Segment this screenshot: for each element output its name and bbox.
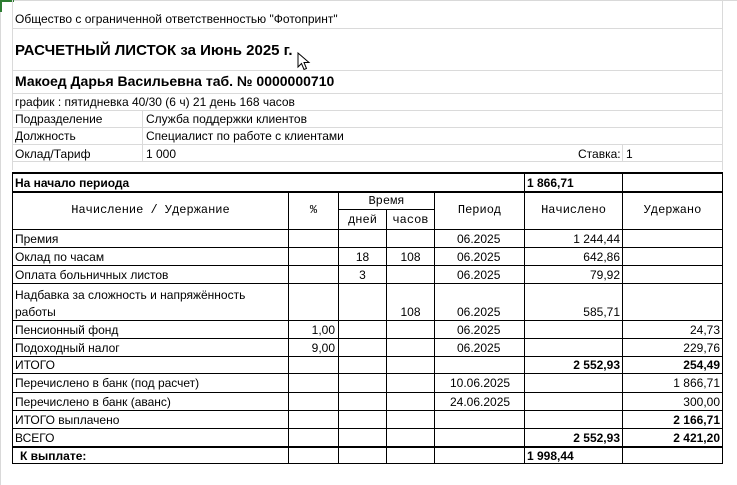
row-name: Премия [15, 232, 59, 246]
total-withheld: 254,49 [683, 358, 720, 372]
total-paid-label: ИТОГО выплачено [15, 413, 120, 427]
gridline [12, 93, 722, 94]
table-border [12, 410, 723, 411]
bank-transfer-settlement-label: Перечислено в банк (под расчет) [15, 376, 200, 390]
table-border [12, 446, 723, 448]
header-time: Время [368, 194, 405, 208]
header-withheld: Удержано [643, 203, 702, 217]
grand-total-label: ВСЕГО [15, 431, 55, 445]
employee-name: Макоед Дарья Васильевна таб. № 0000000710 [15, 73, 335, 89]
bank-transfer-settlement-date: 10.06.2025 [450, 376, 511, 390]
grand-total-accrued: 2 552,93 [573, 431, 620, 445]
gridline [12, 161, 722, 162]
table-border [12, 265, 723, 266]
table-border [12, 373, 723, 374]
company-name: Общество с ограниченной ответственностью "Фотопринт" [15, 12, 338, 26]
row-accrued: 79,92 [589, 268, 620, 282]
total-paid-amount: 2 166,71 [673, 413, 720, 427]
table-border [12, 428, 723, 429]
row-name: Надбавка за сложность и напряжённость [15, 288, 246, 302]
gridline [12, 144, 722, 145]
total-accrued: 2 552,93 [573, 358, 620, 372]
row-hours: 108 [400, 250, 421, 264]
row-period: 06.2025 [457, 341, 501, 355]
row-days: 3 [359, 268, 366, 282]
gridline [12, 127, 722, 128]
row-days: 18 [355, 250, 370, 264]
salary-label: Оклад/Тариф [15, 147, 91, 161]
gridline [722, 0, 723, 170]
gridline [622, 144, 623, 161]
row-name: Пенсионный фонд [15, 323, 119, 337]
row-name: Оклад по часам [15, 250, 105, 264]
row-accrued: 585,71 [583, 305, 620, 319]
rate-value: 1 [626, 147, 633, 161]
gridline [142, 110, 143, 161]
page-title: РАСЧЕТНЫЙ ЛИСТОК за Июнь 2025 г. [15, 42, 293, 59]
bank-transfer-advance-label: Перечислено в банк (аванс) [15, 395, 171, 409]
salary-value: 1 000 [146, 147, 177, 161]
mouse-cursor-icon [297, 52, 311, 72]
schedule: график : пятидневка 40/30 (6 ч) 21 день 168 часов [15, 95, 295, 109]
row-name-continued: работы [15, 305, 56, 319]
header-accrued: Начислено [541, 203, 606, 217]
row-period: 06.2025 [457, 323, 501, 337]
bank-transfer-advance-date: 24.06.2025 [450, 395, 511, 409]
header-period: Период [457, 203, 502, 217]
row-name: Оплата больничных листов [15, 268, 169, 282]
gridline [12, 28, 722, 29]
table-border-bottom [12, 463, 723, 464]
row-period: 06.2025 [457, 250, 501, 264]
row-name: Подоходный налог [15, 341, 120, 355]
header-hours: часов [392, 213, 429, 227]
table-border [12, 320, 723, 321]
gridline [12, 0, 13, 170]
total-label: ИТОГО [15, 358, 55, 372]
position-label: Должность [15, 129, 76, 143]
row-accrued: 642,86 [583, 250, 620, 264]
position-value: Специалист по работе с клиентами [146, 129, 344, 143]
header-accrual: Начисление / Удержание [71, 203, 230, 217]
row-period: 06.2025 [457, 232, 501, 246]
payout-amount: 1 998,44 [527, 449, 574, 463]
department-label: Подразделение [15, 112, 103, 126]
row-period: 06.2025 [457, 305, 501, 319]
table-border [12, 191, 723, 193]
table-border [386, 210, 387, 464]
opening-balance-label: На начало периода [15, 176, 130, 190]
row-withheld: 229,76 [683, 341, 720, 355]
table-border [12, 247, 723, 248]
grand-total-withheld: 2 421,20 [673, 431, 720, 445]
opening-balance-value: 1 866,71 [527, 176, 574, 190]
row-percent: 9,00 [311, 341, 335, 355]
table-border [434, 192, 435, 464]
bank-transfer-settlement-amount: 1 866,71 [673, 376, 720, 390]
gridline [12, 70, 722, 71]
table-border-top [12, 172, 723, 174]
payout-label: К выплате: [20, 449, 87, 463]
table-border [12, 392, 723, 393]
header-percent: % [309, 203, 318, 217]
row-accrued: 1 244,44 [573, 232, 620, 246]
table-border [12, 338, 723, 339]
row-hours: 108 [400, 305, 421, 319]
row-period: 06.2025 [457, 268, 501, 282]
department-value: Служба поддержки клиентов [146, 112, 307, 126]
table-border-right [722, 172, 723, 464]
header-days: дней [348, 213, 377, 227]
table-border [12, 229, 723, 230]
row-withheld: 24,73 [689, 323, 720, 337]
table-border [12, 283, 723, 284]
bank-transfer-advance-amount: 300,00 [683, 395, 720, 409]
table-border [338, 192, 339, 464]
row-percent: 1,00 [311, 323, 335, 337]
table-border [12, 356, 723, 357]
gridline [12, 110, 722, 111]
rate-label: Ставка: [578, 147, 621, 161]
